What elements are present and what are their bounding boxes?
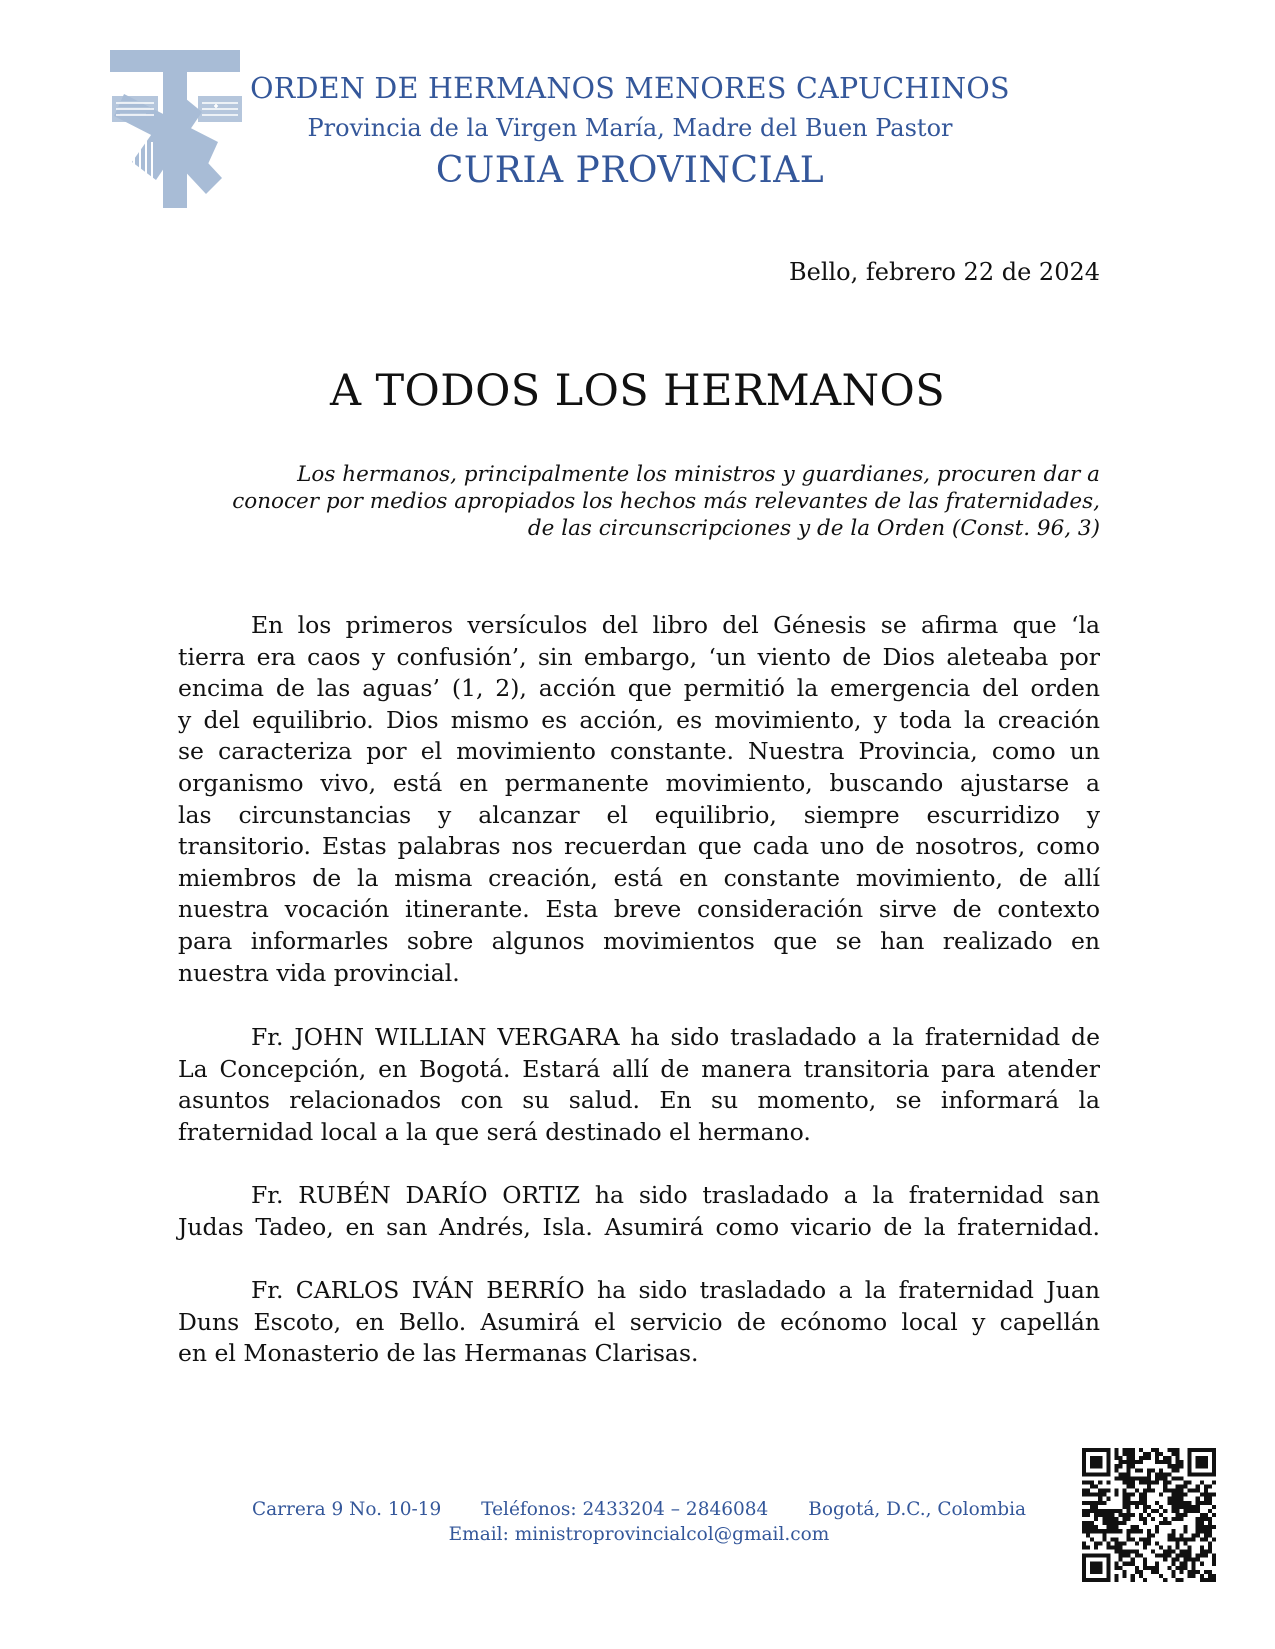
- paragraph-line: Fr. JOHN WILLIAN VERGARA ha sido trasladado a la fraternidad de: [251, 1023, 1100, 1051]
- franciscan-tau-logo: [110, 50, 248, 208]
- epigraph-quote: [178, 461, 1100, 542]
- province-name: Provincia de la Virgen María, Madre del Buen Pastor: [307, 114, 953, 142]
- paragraph-line: fraternidad local a la que será destinado el hermano.: [178, 1117, 811, 1146]
- qr-code-modules: [1082, 1448, 1216, 1582]
- paragraph-line: nuestra vida provincial.: [178, 958, 460, 987]
- paragraph-transfer-berrio: [178, 1275, 1100, 1370]
- paragraph-line: tierra era caos y confusión’, sin embargo, ‘un viento de Dios aleteaba por: [178, 642, 1100, 671]
- epigraph-line: de las circunscripciones y de la Orden (Const. 96, 3): [527, 516, 1100, 541]
- footer-address-row: [178, 1497, 1100, 1522]
- epigraph-line: conocer por medios apropiados los hechos más relevantes de las fraternidades,: [232, 489, 1100, 514]
- paragraph-line: para informarles sobre algunos movimientos que se han realizado en: [178, 926, 1100, 955]
- paragraph-line: En los primeros versículos del libro del Génesis se afirma que ‘la: [251, 611, 1100, 639]
- paragraph-line: en el Monasterio de las Hermanas Clarisas.: [178, 1339, 699, 1368]
- paragraph-line: La Concepción, en Bogotá. Estará allí de manera transitoria para atender: [178, 1054, 1100, 1083]
- paragraph-transfer-vergara: [178, 1022, 1100, 1148]
- epigraph-line: Los hermanos, principalmente los ministros y guardianes, procuren dar a: [297, 462, 1100, 487]
- paragraph-line: asuntos relacionados con su salud. En su momento, se informará la: [178, 1086, 1100, 1115]
- letter-date: Bello, febrero 22 de 2024: [788, 258, 1100, 286]
- paragraph-line: organismo vivo, está en permanente movimiento, buscando ajustarse a: [178, 768, 1100, 797]
- paragraph-line: Duns Escoto, en Bello. Asumirá el servicio de ecónomo local y capellán: [178, 1307, 1100, 1336]
- order-name: ORDEN DE HERMANOS MENORES CAPUCHINOS: [250, 72, 1010, 105]
- qr-code-icon: [1082, 1448, 1216, 1582]
- paragraph-line: transitorio. Estas palabras nos recuerdan que cada uno de nosotros, como: [178, 832, 1100, 861]
- letter-title: A TODOS LOS HERMANOS: [329, 366, 946, 416]
- paragraph-line: se caracteriza por el movimiento constante. Nuestra Provincia, como un: [178, 737, 1100, 766]
- paragraph-line: Fr. CARLOS IVÁN BERRÍO ha sido trasladado a la fraternidad Juan: [251, 1276, 1100, 1304]
- footer-address: Carrera 9 No. 10-19: [251, 1499, 442, 1520]
- footer-phones: Teléfonos: 2433204 – 2846084: [481, 1499, 769, 1520]
- paragraph-intro: [178, 610, 1100, 989]
- paragraph-line: miembros de la misma creación, está en constante movimiento, de allí: [178, 863, 1100, 892]
- paragraph-line: encima de las aguas’ (1, 2), acción que permitió la emergencia del orden: [178, 674, 1100, 703]
- paragraph-transfer-ortiz: [178, 1180, 1100, 1243]
- curia-heading: CURIA PROVINCIAL: [435, 150, 825, 191]
- paragraph-line: Judas Tadeo, en san Andrés, Isla. Asumirá como vicario de la fraternidad.: [178, 1212, 1100, 1241]
- paragraph-line: las circunstancias y alcanzar el equilibrio, siempre escurridizo y: [178, 800, 1100, 829]
- paragraph-line: y del equilibrio. Dios mismo es acción, es movimiento, y toda la creación: [178, 705, 1100, 734]
- footer-city: Bogotá, D.C., Colombia: [808, 1499, 1027, 1520]
- paragraph-line: Fr. RUBÉN DARÍO ORTIZ ha sido trasladado a la fraternidad san: [251, 1181, 1100, 1209]
- paragraph-line: nuestra vocación itinerante. Esta breve consideración sirve de contexto: [178, 895, 1100, 924]
- footer-contact: [178, 1497, 1100, 1547]
- footer-email: Email: ministroprovincialcol@gmail.com: [448, 1524, 830, 1545]
